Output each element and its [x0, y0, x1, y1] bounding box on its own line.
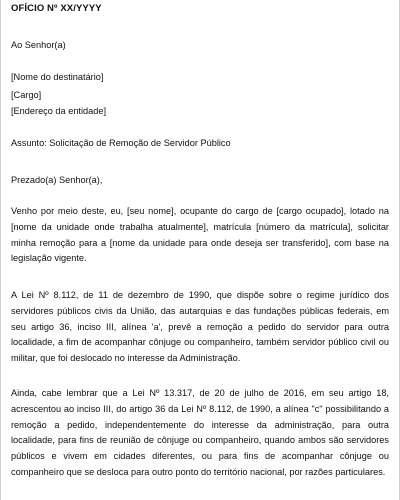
body-paragraph-1: Venho por meio deste, eu, [seu nome], ocupante do cargo de [cargo ocupado], lotado na [nome da unidade onde trabalha atualmente], matrícula [número da matrícula], solicitar minha remoção para a [nome da unidade para onde deseja ser transferido], com base na legislação vigente. [11, 206, 389, 264]
document-title: OFÍCIO Nº XX/YYYY [11, 3, 102, 14]
recipient-name: [Nome do destinatário] [11, 72, 104, 82]
greeting: Prezado(a) Senhor(a), [11, 175, 103, 185]
subject-line: Assunto: Solicitação de Remoção de Servidor Público [11, 138, 231, 148]
recipient-address: [Endereço da entidade] [11, 106, 107, 116]
recipient-role: [Cargo] [11, 90, 42, 100]
body-paragraph-2: A Lei Nº 8.112, de 11 de dezembro de 1990, que dispõe sobre o regime jurídico dos servidores públicos civis da União, das autarquias e das fundações públicas federais, em seu artigo 36, inciso III, alínea 'a', prevê a remoção a pedido do servidor para outra localidade, a fim de acompanhar cônjuge ou companheiro, também servidor público civil ou militar, que foi deslocado no interesse da Administração. [11, 290, 389, 364]
body-paragraph-3: Ainda, cabe lembrar que a Lei Nº 13.317, de 20 de julho de 2016, em seu artigo 18, acrescentou ao inciso III, do artigo 36 da Lei Nº 8.112, de 1990, a alínea "c" possibilitando a remoção a pedido, independentemente do interesse da administração, para outra localidade, para fins de reunião de cônjuge ou companheiro, quando ambos são servidores públicos e vivem em cidades diferentes, ou para fins de acompanhar cônjuge ou companheiro que se desloca para outro ponto do território nacional, por razões particulares. [11, 388, 389, 477]
salutation-to: Ao Senhor(a) [11, 40, 66, 50]
